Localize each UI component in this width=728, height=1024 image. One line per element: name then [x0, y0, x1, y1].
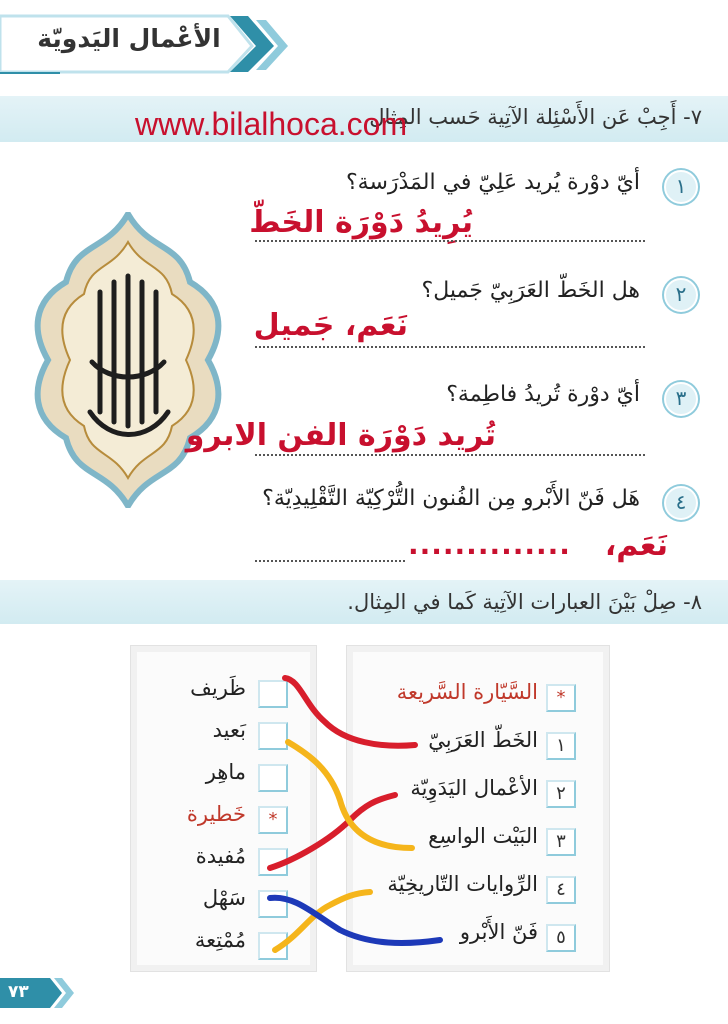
answer-1[interactable]: يُرِيدُ دَوْرَة الخَطّ — [249, 205, 473, 240]
left-item-6: سَهْل — [202, 886, 246, 910]
question-number-3: ٣ — [664, 382, 698, 416]
right-box-1[interactable]: ١ — [546, 732, 576, 760]
answer-4[interactable]: نَعَم، — [604, 528, 668, 563]
left-item-2: بَعيد — [212, 718, 246, 742]
right-box-4[interactable]: ٤ — [546, 876, 576, 904]
question-3-text: أيّ دوْرة تُريدُ فاطِمة؟ — [446, 382, 640, 407]
question-2-text: هل الخَطّ العَرَبِيّ جَميل؟ — [421, 278, 640, 303]
answer-2[interactable]: نَعَم، جَميل — [253, 308, 408, 343]
page-number: ٧٣ — [8, 982, 29, 1002]
left-box-4[interactable]: * — [258, 806, 288, 834]
watermark: www.bilalhoca.com — [135, 106, 408, 142]
exercise7-instruction: ٧- أَجِبْ عَن الأَسْئِلة الآتِية حَسب المِثال — [369, 105, 702, 129]
right-item-3: البَيْت الواسِع — [428, 824, 538, 848]
left-item-7: مُمْتِعة — [194, 928, 246, 952]
left-item-5: مُفيدة — [195, 844, 246, 868]
right-box-5[interactable]: ٥ — [546, 924, 576, 952]
question-number-4: ٤ — [664, 486, 698, 520]
page-title: الأعْمال اليَدويّة — [37, 24, 221, 53]
question-1-text: أيّ دوْرة يُريد عَلِيّ في المَدْرَسة؟ — [345, 170, 640, 195]
right-item-4: الرِّوايات التّاريخِيّة — [387, 872, 538, 896]
right-item-1: الخَطّ العَرَبِيّ — [428, 728, 538, 752]
red-line-1 — [285, 678, 415, 746]
question-4-text: هَل فَنّ الأَبْرو مِن الفُنون التُّرْكِيّة التَّقْلِيدِيّة؟ — [262, 486, 640, 511]
answer-4-dots: .............. — [408, 528, 571, 561]
exercise8-instruction: ٨- صِلْ بَيْنَ العبارات الآتِية كَما في المِثال. — [347, 590, 702, 614]
right-item-example: السَّيّارة السَّريعة — [396, 680, 538, 704]
right-item-2: الأعْمال اليَدَوِيّة — [410, 776, 538, 800]
red-line-2 — [270, 795, 395, 868]
question-number-1: ١ — [664, 170, 698, 204]
right-box-example[interactable]: * — [546, 684, 576, 712]
right-box-2[interactable]: ٢ — [546, 780, 576, 808]
left-item-3: ماهِر — [205, 760, 246, 784]
answer-3[interactable]: تُريد دَوْرَة الفن الابرو — [185, 418, 496, 453]
question-number-2: ٢ — [664, 278, 698, 312]
right-item-5: فَنّ الأَبْرو — [459, 920, 538, 944]
footer-page-tab — [0, 976, 80, 1010]
left-item-4: خَطيرة — [186, 802, 246, 826]
left-item-1: ظَريف — [190, 676, 246, 700]
right-box-3[interactable]: ٣ — [546, 828, 576, 856]
